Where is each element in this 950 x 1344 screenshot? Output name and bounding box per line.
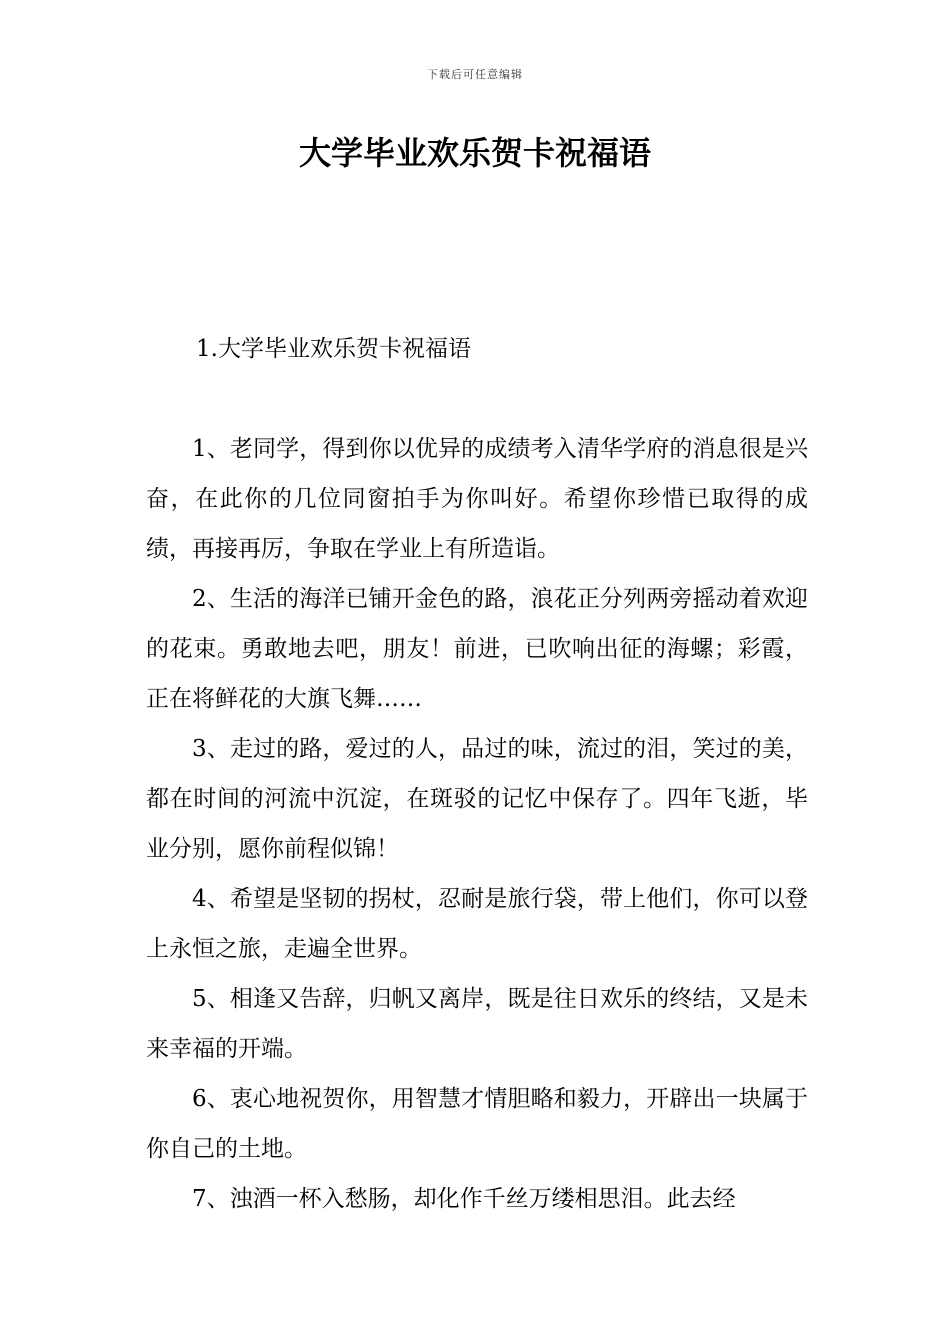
paragraph-1: 1、老同学，得到你以优异的成绩考入清华学府的消息很是兴奋，在此你的几位同窗拍手为你叫好。希望你珍惜已取得的成绩，再接再厉，争取在学业上有所造诣。: [146, 436, 808, 562]
header-note: 下载后可任意编辑: [427, 68, 523, 81]
paragraph-7: 7、浊酒一杯入愁肠，却化作千丝万缕相思泪。此去经: [192, 1186, 736, 1212]
paragraph-3: 3、走过的路，爱过的人，品过的味，流过的泪，笑过的美，都在时间的河流中沉淀，在斑驳的记忆中保存了。四年飞逝，毕业分别，愿你前程似锦！: [146, 736, 808, 862]
paragraph-4: 4、希望是坚韧的拐杖，忍耐是旅行袋，带上他们，你可以登上永恒之旅，走遍全世界。: [146, 886, 808, 962]
document-body: [146, 324, 808, 1224]
paragraph-5: 5、相逢又告辞，归帆又离岸，既是往日欢乐的终结，又是未来幸福的开端。: [146, 986, 808, 1062]
section-heading: 1.大学毕业欢乐贺卡祝福语: [196, 336, 471, 362]
paragraph-6: 6、衷心地祝贺你，用智慧才情胆略和毅力，开辟出一块属于你自己的土地。: [146, 1086, 808, 1162]
paragraph-2: 2、生活的海洋已铺开金色的路，浪花正分列两旁摇动着欢迎的花束。勇敢地去吧，朋友！前进，已吹响出征的海螺；彩霞，正在将鲜花的大旗飞舞……: [146, 586, 808, 712]
document-title: 大学毕业欢乐贺卡祝福语: [298, 134, 651, 172]
